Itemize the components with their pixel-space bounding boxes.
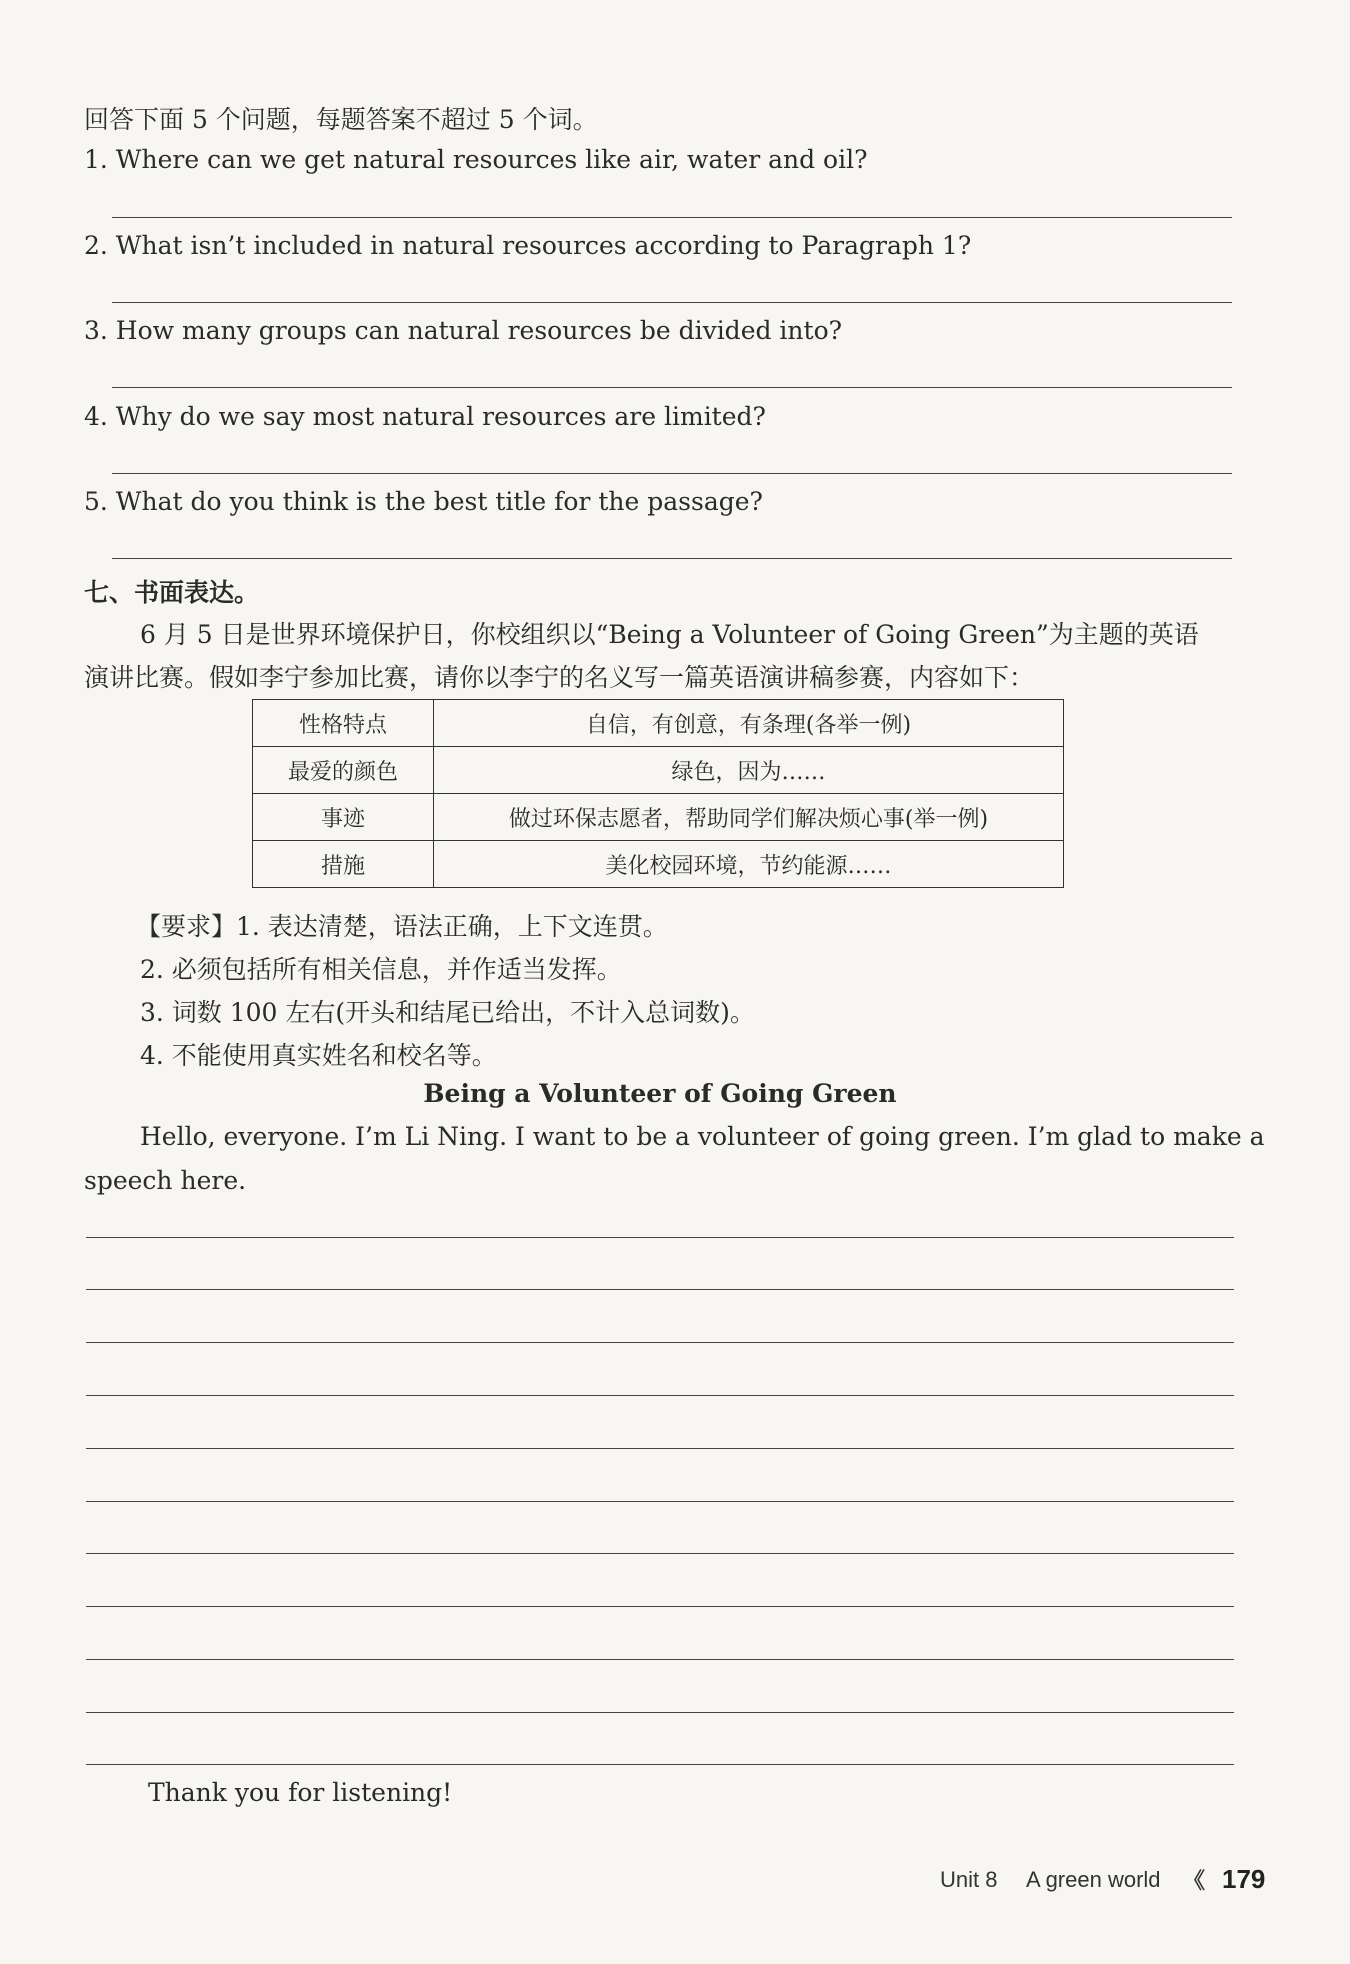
- writing-line[interactable]: [86, 1289, 1234, 1290]
- question-1: 1. Where can we get natural resources like air, water and oil?: [84, 145, 868, 174]
- writing-line[interactable]: [86, 1237, 1234, 1238]
- writing-line[interactable]: [86, 1606, 1234, 1607]
- requirement-3: 3. 词数 100 左右(开头和结尾已给出，不计入总词数)。: [140, 998, 755, 1027]
- requirement-4: 4. 不能使用真实姓名和校名等。: [140, 1041, 497, 1070]
- requirement-1: 【要求】1. 表达清楚，语法正确，上下文连贯。: [136, 912, 668, 941]
- intro-line-1: 6 月 5 日是世界环境保护日，你校组织以“Being a Volunteer of Going Green”为主题的英语: [140, 620, 1199, 649]
- table-key: 性格特点: [253, 700, 434, 747]
- question-5: 5. What do you think is the best title for the passage?: [84, 487, 763, 516]
- essay-opening-line-1: Hello, everyone. I’m Li Ning. I want to be a volunteer of going green. I’m glad to make a: [140, 1122, 1265, 1151]
- question-3: 3. How many groups can natural resources be divided into?: [84, 316, 843, 345]
- essay-title: Being a Volunteer of Going Green: [423, 1079, 897, 1108]
- table-row: [253, 794, 1064, 841]
- table-value: 绿色，因为……: [434, 747, 1064, 794]
- table-key: 措施: [253, 841, 434, 888]
- table-key: 事迹: [253, 794, 434, 841]
- footer-unit-title: A green world: [1026, 1867, 1161, 1892]
- table-row: [253, 747, 1064, 794]
- writing-line[interactable]: [86, 1712, 1234, 1713]
- table-row: [253, 841, 1064, 888]
- double-chevron-icon: 《: [1183, 1868, 1206, 1893]
- content-table: [252, 699, 1064, 888]
- answer-line-4[interactable]: [112, 473, 1232, 474]
- footer-unit: Unit 8: [940, 1867, 998, 1892]
- answer-line-5[interactable]: [112, 558, 1232, 559]
- requirement-2: 2. 必须包括所有相关信息，并作适当发挥。: [140, 955, 622, 984]
- writing-line[interactable]: [86, 1448, 1234, 1449]
- essay-closing: Thank you for listening!: [148, 1778, 453, 1807]
- question-2: 2. What isn’t included in natural resources according to Paragraph 1?: [84, 231, 972, 260]
- writing-line[interactable]: [86, 1764, 1234, 1765]
- table-row: [253, 700, 1064, 747]
- writing-line[interactable]: [86, 1553, 1234, 1554]
- qa-instruction: 回答下面 5 个问题，每题答案不超过 5 个词。: [84, 105, 598, 134]
- essay-opening-line-2: speech here.: [84, 1166, 247, 1195]
- answer-line-1[interactable]: [112, 217, 1232, 218]
- table-value: 自信，有创意，有条理(各举一例): [434, 700, 1064, 747]
- question-4: 4. Why do we say most natural resources are limited?: [84, 402, 766, 431]
- table-value: 做过环保志愿者，帮助同学们解决烦心事(举一例): [434, 794, 1064, 841]
- intro-line-2: 演讲比赛。假如李宁参加比赛，请你以李宁的名义写一篇英语演讲稿参赛，内容如下：: [84, 663, 1035, 692]
- page-number: 179: [1222, 1864, 1266, 1894]
- writing-line[interactable]: [86, 1501, 1234, 1502]
- section-heading: 七、书面表达。: [84, 578, 260, 607]
- answer-line-2[interactable]: [112, 302, 1232, 303]
- answer-line-3[interactable]: [112, 387, 1232, 388]
- table-key: 最爱的颜色: [253, 747, 434, 794]
- writing-line[interactable]: [86, 1342, 1234, 1343]
- table-value: 美化校园环境，节约能源……: [434, 841, 1064, 888]
- writing-line[interactable]: [86, 1395, 1234, 1396]
- writing-line[interactable]: [86, 1659, 1234, 1660]
